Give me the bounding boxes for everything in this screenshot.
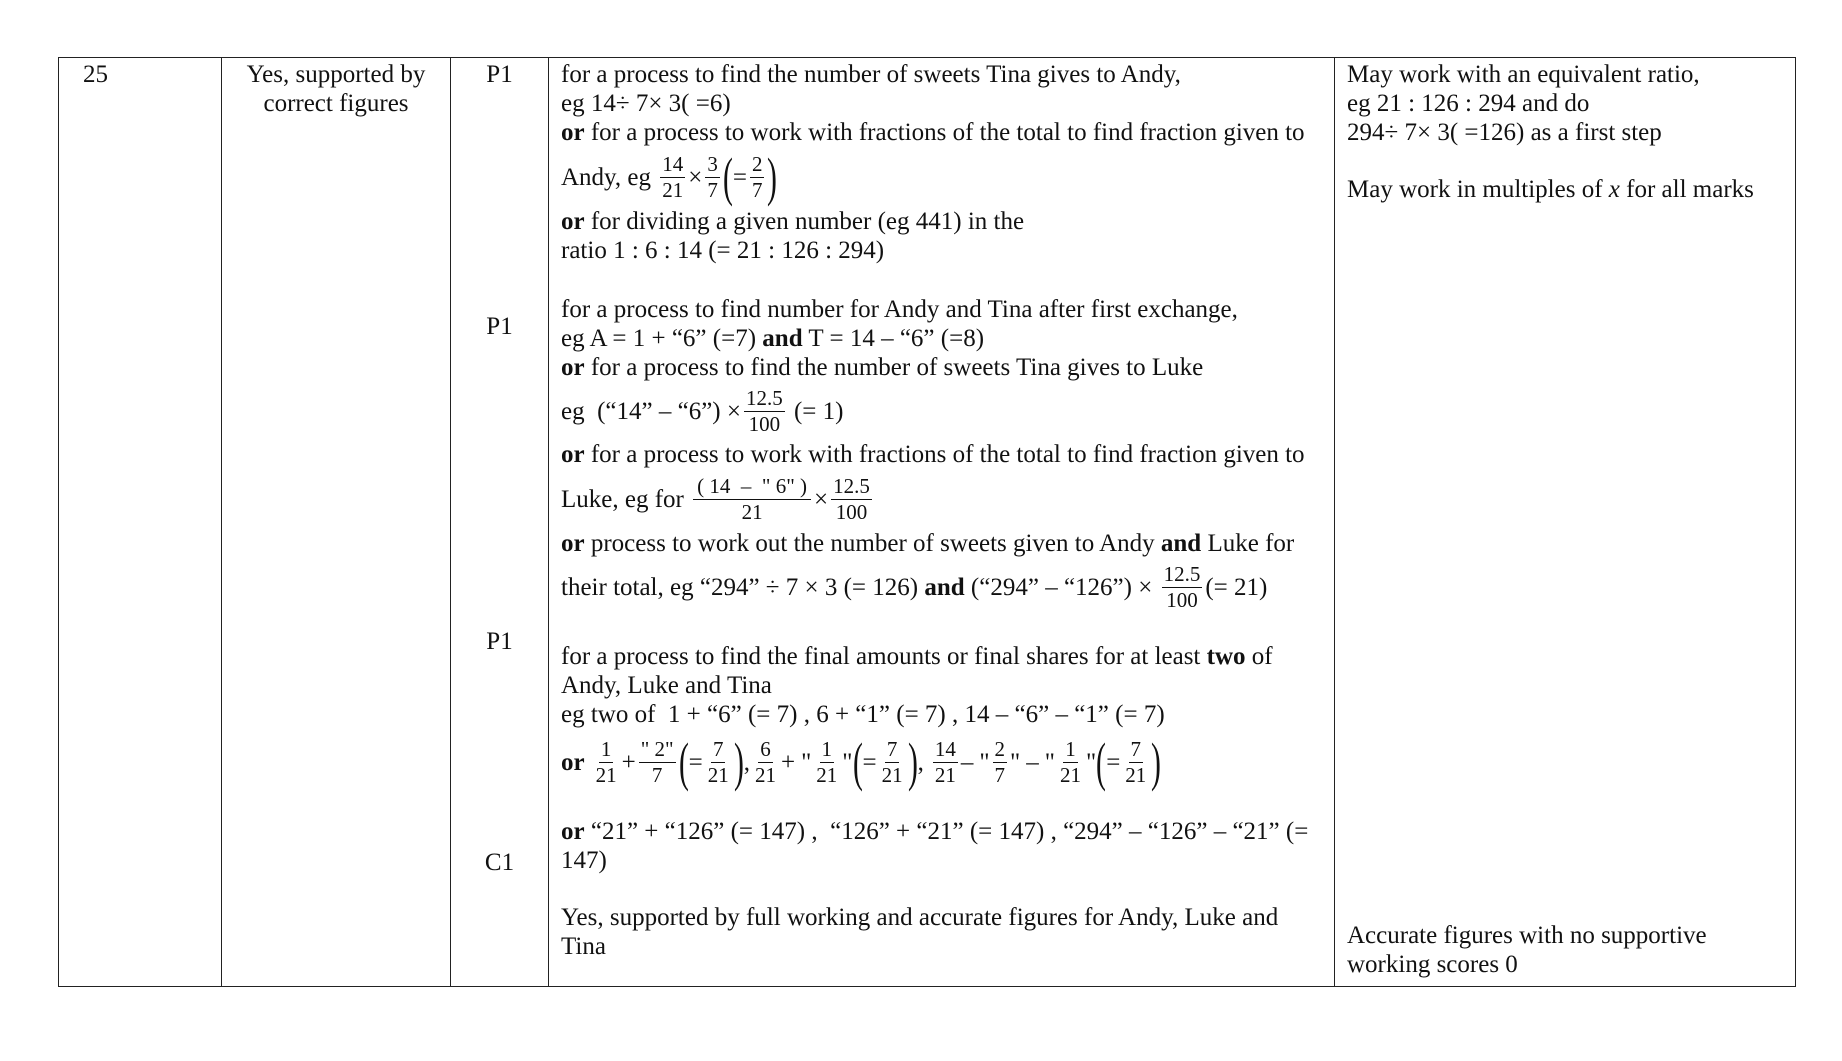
note-line-3: 294÷ 7× 3( =126) as a first step <box>1347 119 1662 146</box>
m1-line-6: ratio 1 : 6 : 14 (= 21 : 126 : 294) <box>561 237 885 264</box>
right-bracket: ) <box>767 147 778 207</box>
m3-line-3: eg two of 1 + “6” (= 7) , 6 + “1” (= 7) , 14 – “6” – “1” (= 7) <box>561 701 1165 728</box>
fraction: $\frac{14}{21}$ <box>662 151 684 202</box>
m2-fraction-line-2: Luke, eg for $\frac{( 14 - " 6" )}{21}$ × $\frac{12.5}{100}$ <box>561 473 870 524</box>
m2-line-7: or process to work out the number of sweets given to Andy and Luke for <box>561 530 1295 557</box>
mark-criteria-3 <box>549 640 1334 875</box>
fraction: 1 21 <box>1059 736 1081 787</box>
note-line-5: Accurate figures with no supportive <box>1347 922 1707 949</box>
mark-code-cell <box>451 58 549 987</box>
mark-code-1: P1 <box>486 61 513 88</box>
m2-line-2: eg A = 1 + “6” (=7) and T = 14 – “6” (=8) <box>561 325 985 352</box>
mark-criteria-1 <box>549 58 1334 265</box>
m2-line-1: for a process to find number for Andy and Tina after first exchange, <box>561 296 1238 323</box>
fraction: 6 21 <box>754 736 776 787</box>
mark-code-2: P1 <box>486 313 513 340</box>
fraction: $\frac{" 2"}{7}$ <box>640 736 674 787</box>
mark-scheme-cell <box>549 58 1335 987</box>
fraction: $\frac{12.5}{100}$ <box>745 385 783 436</box>
note-line-6: working scores 0 <box>1347 951 1518 978</box>
m3-line-2: Andy, Luke and Tina <box>561 672 772 699</box>
fraction: $\frac{3}{7}$ <box>707 151 718 202</box>
m2-fraction-line-1: eg (“14” – “6”) × $\frac{12.5}{100}$ (= 1) <box>561 385 844 436</box>
fraction: 14 21 <box>934 736 956 787</box>
m3-line-5: or “21” + “126” (= 147) , “126” + “21” (= 147) , “294” – “126” – “21” (= <box>561 818 1309 845</box>
m1-line-1: for a process to find the number of sweets Tina gives to Andy, <box>561 61 1181 88</box>
notes-bottom <box>1335 919 1795 979</box>
question-number-cell <box>59 58 222 987</box>
m1-line-2: eg 14÷ 7× 3( =6) <box>561 90 731 117</box>
question-row <box>59 58 1796 987</box>
fraction: 2 7 <box>994 736 1006 787</box>
fraction: $\frac{7}{21}$ <box>1125 736 1147 787</box>
note-line-4: May work in multiples of x for all marks <box>1347 176 1754 203</box>
note-line-1: May work with an equivalent ratio, <box>1347 61 1700 88</box>
fraction: $\frac{7}{21}$ <box>881 736 903 787</box>
mark-criteria-2 <box>549 293 1334 616</box>
answer-text: Yes, supported by correct figures <box>246 61 426 117</box>
m4-line-2: Tina <box>561 933 606 960</box>
mark-criteria-4 <box>549 901 1334 986</box>
m3-fraction-line: or 1 21 + $\frac{" 2"}{7}$ ( = $\frac{7}{21}$ ) , 6 21 + " 1 21 " ( = $\frac{7}{21}$ ) , 14 21 – " 2 7 " – " 1 21 " ( = $\frac{7}{21}$ ) <box>561 732 1162 792</box>
m2-line-3: or for a process to find the number of sweets Tina gives to Luke <box>561 354 1204 381</box>
m3-line-6: 147) <box>561 847 607 874</box>
mark-code-4: C1 <box>484 849 515 876</box>
m3-line-1: for a process to find the final amounts or final shares for at least two of <box>561 643 1273 670</box>
or-keyword: or <box>561 119 585 146</box>
notes-top <box>1335 58 1795 204</box>
fraction: $\frac{( 14 - " 6" )}{21}$ <box>693 475 811 524</box>
fraction: $\frac{2}{7}$ <box>751 151 763 202</box>
mark-code-3: P1 <box>486 628 513 655</box>
mark-scheme-table <box>58 57 1796 987</box>
m1-fraction-line: Andy, eg $\frac{14}{21}$ × $\frac{3}{7}$ ( = $\frac{2}{7}$ ) <box>561 147 778 207</box>
notes-cell <box>1335 58 1796 987</box>
fraction: 1 21 <box>595 736 617 787</box>
left-bracket: ( <box>722 147 733 207</box>
question-number: 25 <box>83 61 108 88</box>
m1-line-3: or for a process to work with fractions of the total to find fraction given to <box>561 119 1305 146</box>
fraction: $\frac{12.5}{100}$ <box>1163 561 1201 612</box>
answer-cell <box>222 58 451 987</box>
note-line-2: eg 21 : 126 : 294 and do <box>1347 90 1590 117</box>
fraction: $\frac{7}{21}$ <box>707 736 729 787</box>
fraction: $\frac{12.5}{100}$ <box>833 473 870 524</box>
m1-line-5: or for dividing a given number (eg 441) in the <box>561 208 1025 235</box>
m4-line-1: Yes, supported by full working and accurate figures for Andy, Luke and <box>561 904 1279 931</box>
m2-line-5: or for a process to work with fractions of the total to find fraction given to <box>561 441 1305 468</box>
m2-fraction-line-3: their total, eg “294” ÷ 7 × 3 (= 126) and (“294” – “126”) × $\frac{12.5}{100}$ (= 21) <box>561 561 1268 612</box>
fraction: 1 21 <box>816 736 838 787</box>
